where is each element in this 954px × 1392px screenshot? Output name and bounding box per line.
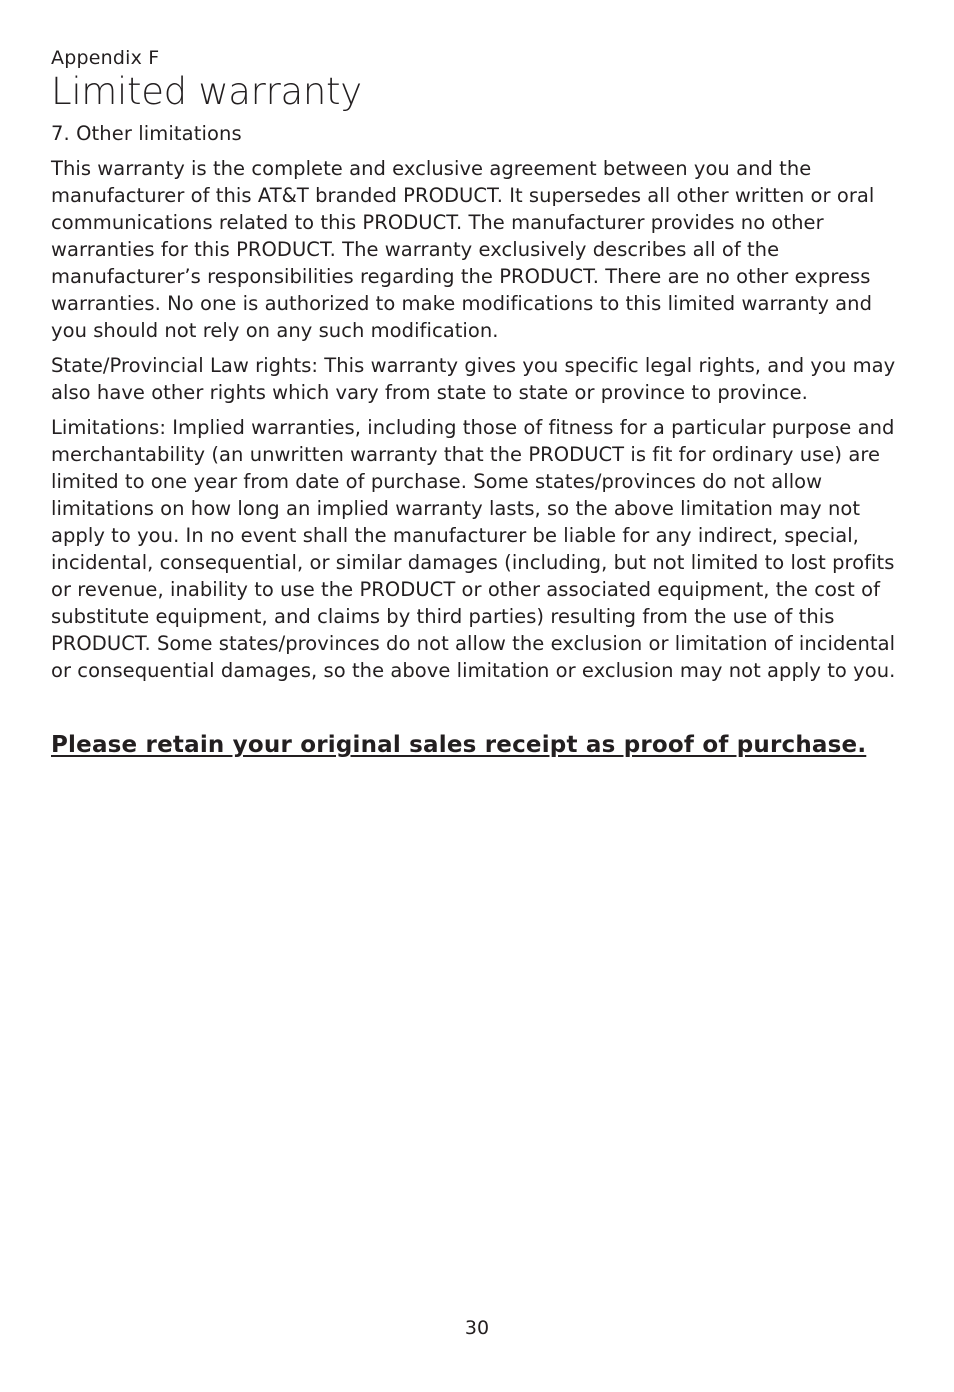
page-number: 30 [464, 1317, 490, 1339]
document-page [51, 46, 911, 760]
section-heading: 7. Other limitations [51, 122, 242, 145]
receipt-notice: Please retain your original sales receipt as proof of purchase. [51, 732, 867, 758]
paragraph-limitations: Limitations: Implied warranties, including those of fitness for a particular purpose and merchantability (an unwritten warranty that the PRODUCT is fit for ordinary use) are limited to one year from date of purchase. Some states/provinces do not allow limitations on how long an implied warranty lasts, so the above limitation may not apply to you. In no event shall the manufacturer be liable for any indirect, special, incidental, consequential, or similar damages (including, but not limited to lost profits or revenue, inability to use the PRODUCT or other associated equipment, the cost of substitute equipment, and claims by third parties) resulting from the use of this PRODUCT. Some states/provinces do not allow the exclusion or limitation of incidental or consequential damages, so the above limitation or exclusion may not apply to you. [51, 416, 896, 682]
appendix-label: Appendix F [51, 47, 160, 69]
paragraph-law-rights: State/Provincial Law rights: This warranty gives you specific legal rights, and you may also have other rights which vary from state to state or province to province. [51, 354, 896, 404]
paragraph-exclusive-agreement: This warranty is the complete and exclusive agreement between you and the manufacturer of this AT&T branded PRODUCT. It supersedes all other written or oral communications related to this PRODUCT. The manufacturer provides no other warranties for this PRODUCT. The warranty exclusively describes all of the manufacturer’s responsibilities regarding the PRODUCT. There are no other express warranties. No one is authorized to make modifications to this limited warranty and you should not rely on any such modification. [51, 157, 875, 342]
page-title: Limited warranty [51, 70, 362, 113]
